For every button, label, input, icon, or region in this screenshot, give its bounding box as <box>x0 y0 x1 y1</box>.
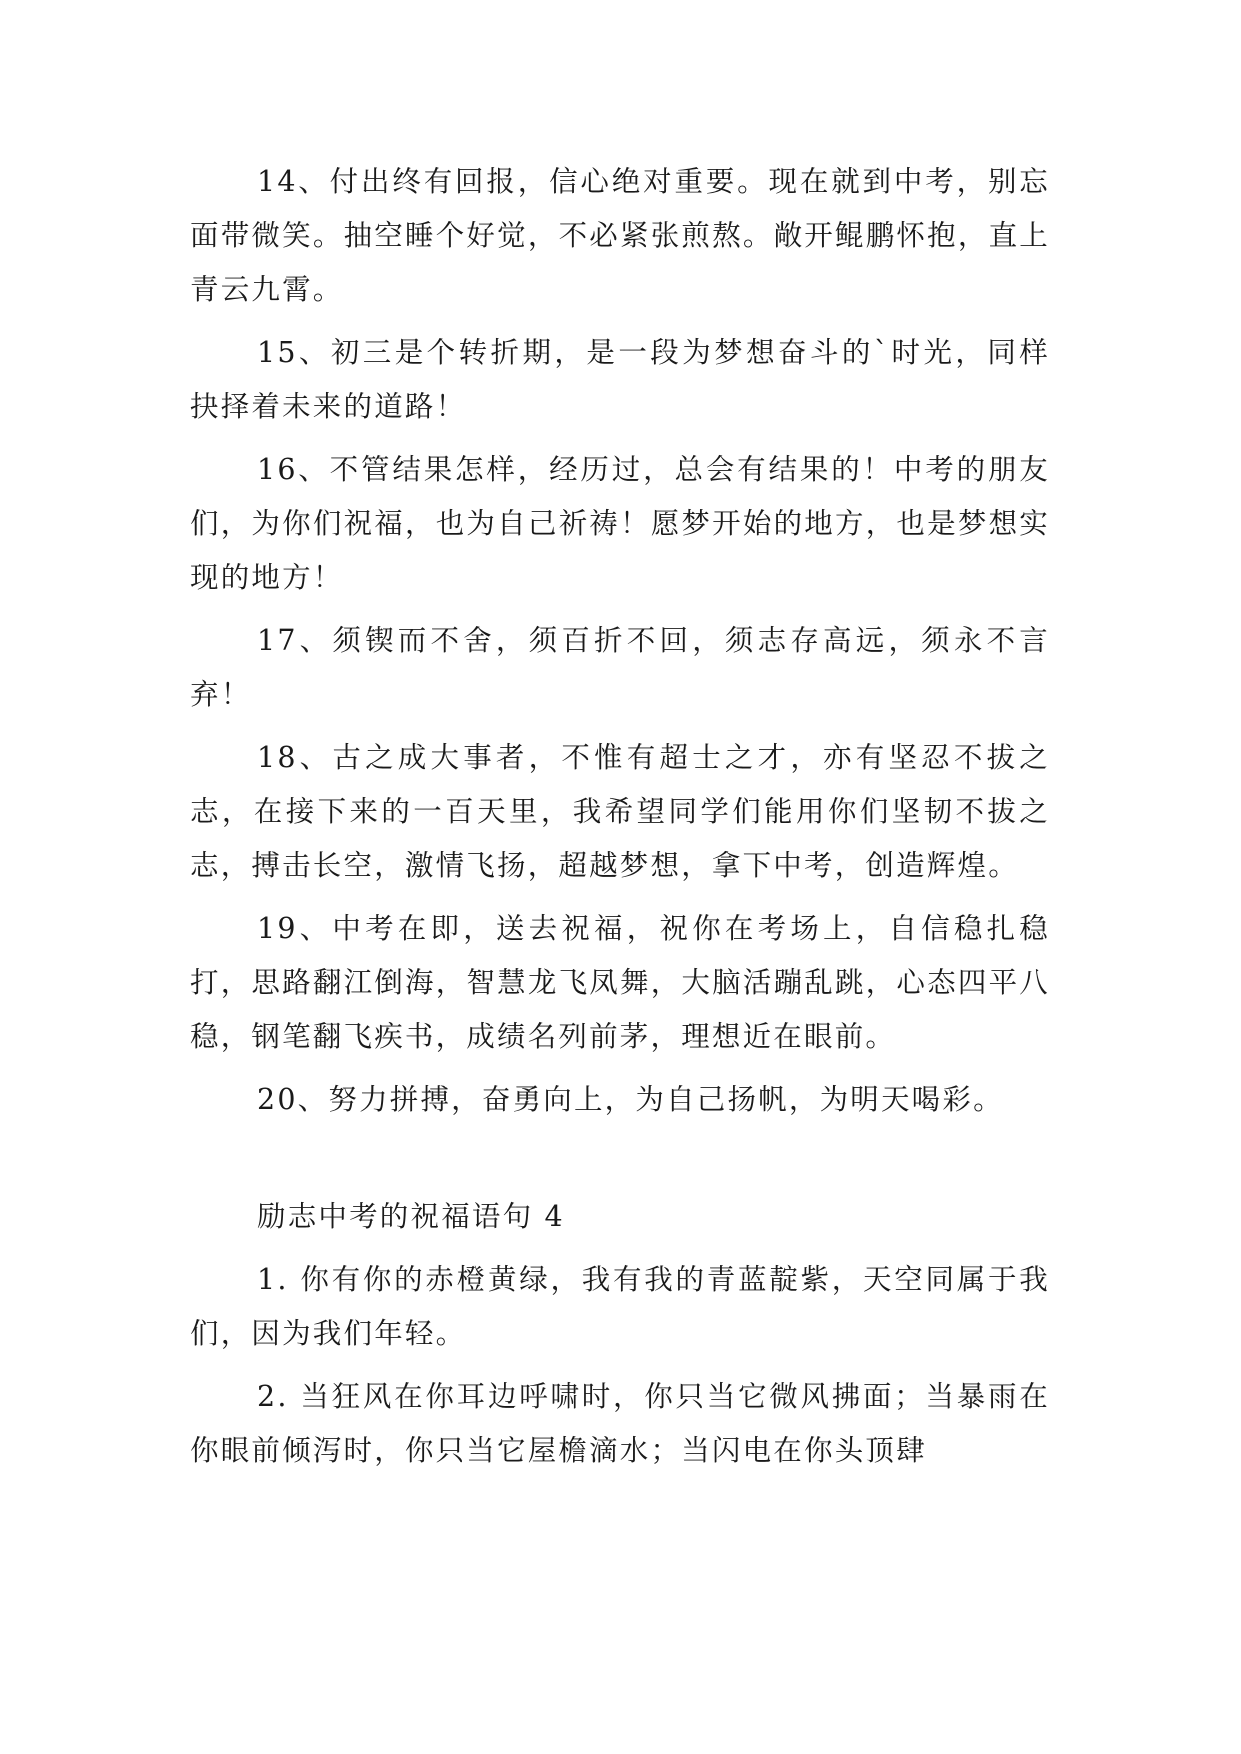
paragraph-20: 20、努力拼搏，奋勇向上，为自己扬帆，为明天喝彩。 <box>257 1083 1004 1116</box>
paragraph-14: 14、付出终有回报，信心绝对重要。现在就到中考，别忘面带微笑。抽空睡个好觉，不必紧张煎熬。敞开鲲鹏怀抱，直上青云九霄。 <box>190 165 1050 306</box>
paragraph-s4-2: 2. 当狂风在你耳边呼啸时，你只当它微风拂面；当暴雨在你眼前倾泻时，你只当它屋檐滴水；当闪电在你头顶肆 <box>190 1380 1050 1467</box>
paragraph-s4-1: 1. 你有你的赤橙黄绿，我有我的青蓝靛紫，天空同属于我们，因为我们年轻。 <box>190 1263 1050 1350</box>
paragraph-16: 16、不管结果怎样，经历过，总会有结果的！中考的朋友们，为你们祝福，也为自己祈祷！愿梦开始的地方，也是梦想实现的地方！ <box>190 453 1050 594</box>
paragraph-15: 15、初三是个转折期，是一段为梦想奋斗的`时光，同样抉择着未来的道路！ <box>190 336 1050 423</box>
section-spacer <box>190 1136 1050 1190</box>
document-body <box>190 155 1050 1487</box>
paragraph-19: 19、中考在即，送去祝福，祝你在考场上，自信稳扎稳打，思路翻江倒海，智慧龙飞凤舞，大脑活蹦乱跳，心态四平八稳，钢笔翻飞疾书，成绩名列前茅，理想近在眼前。 <box>190 912 1050 1053</box>
paragraph-17: 17、须锲而不舍，须百折不回，须志存高远，须永不言弃！ <box>190 624 1050 711</box>
section-heading: 励志中考的祝福语句 4 <box>257 1200 565 1233</box>
paragraph-18: 18、古之成大事者，不惟有超士之才，亦有坚忍不拔之志，在接下来的一百天里，我希望同学们能用你们坚韧不拔之志，搏击长空，激情飞扬，超越梦想，拿下中考，创造辉煌。 <box>190 741 1050 882</box>
